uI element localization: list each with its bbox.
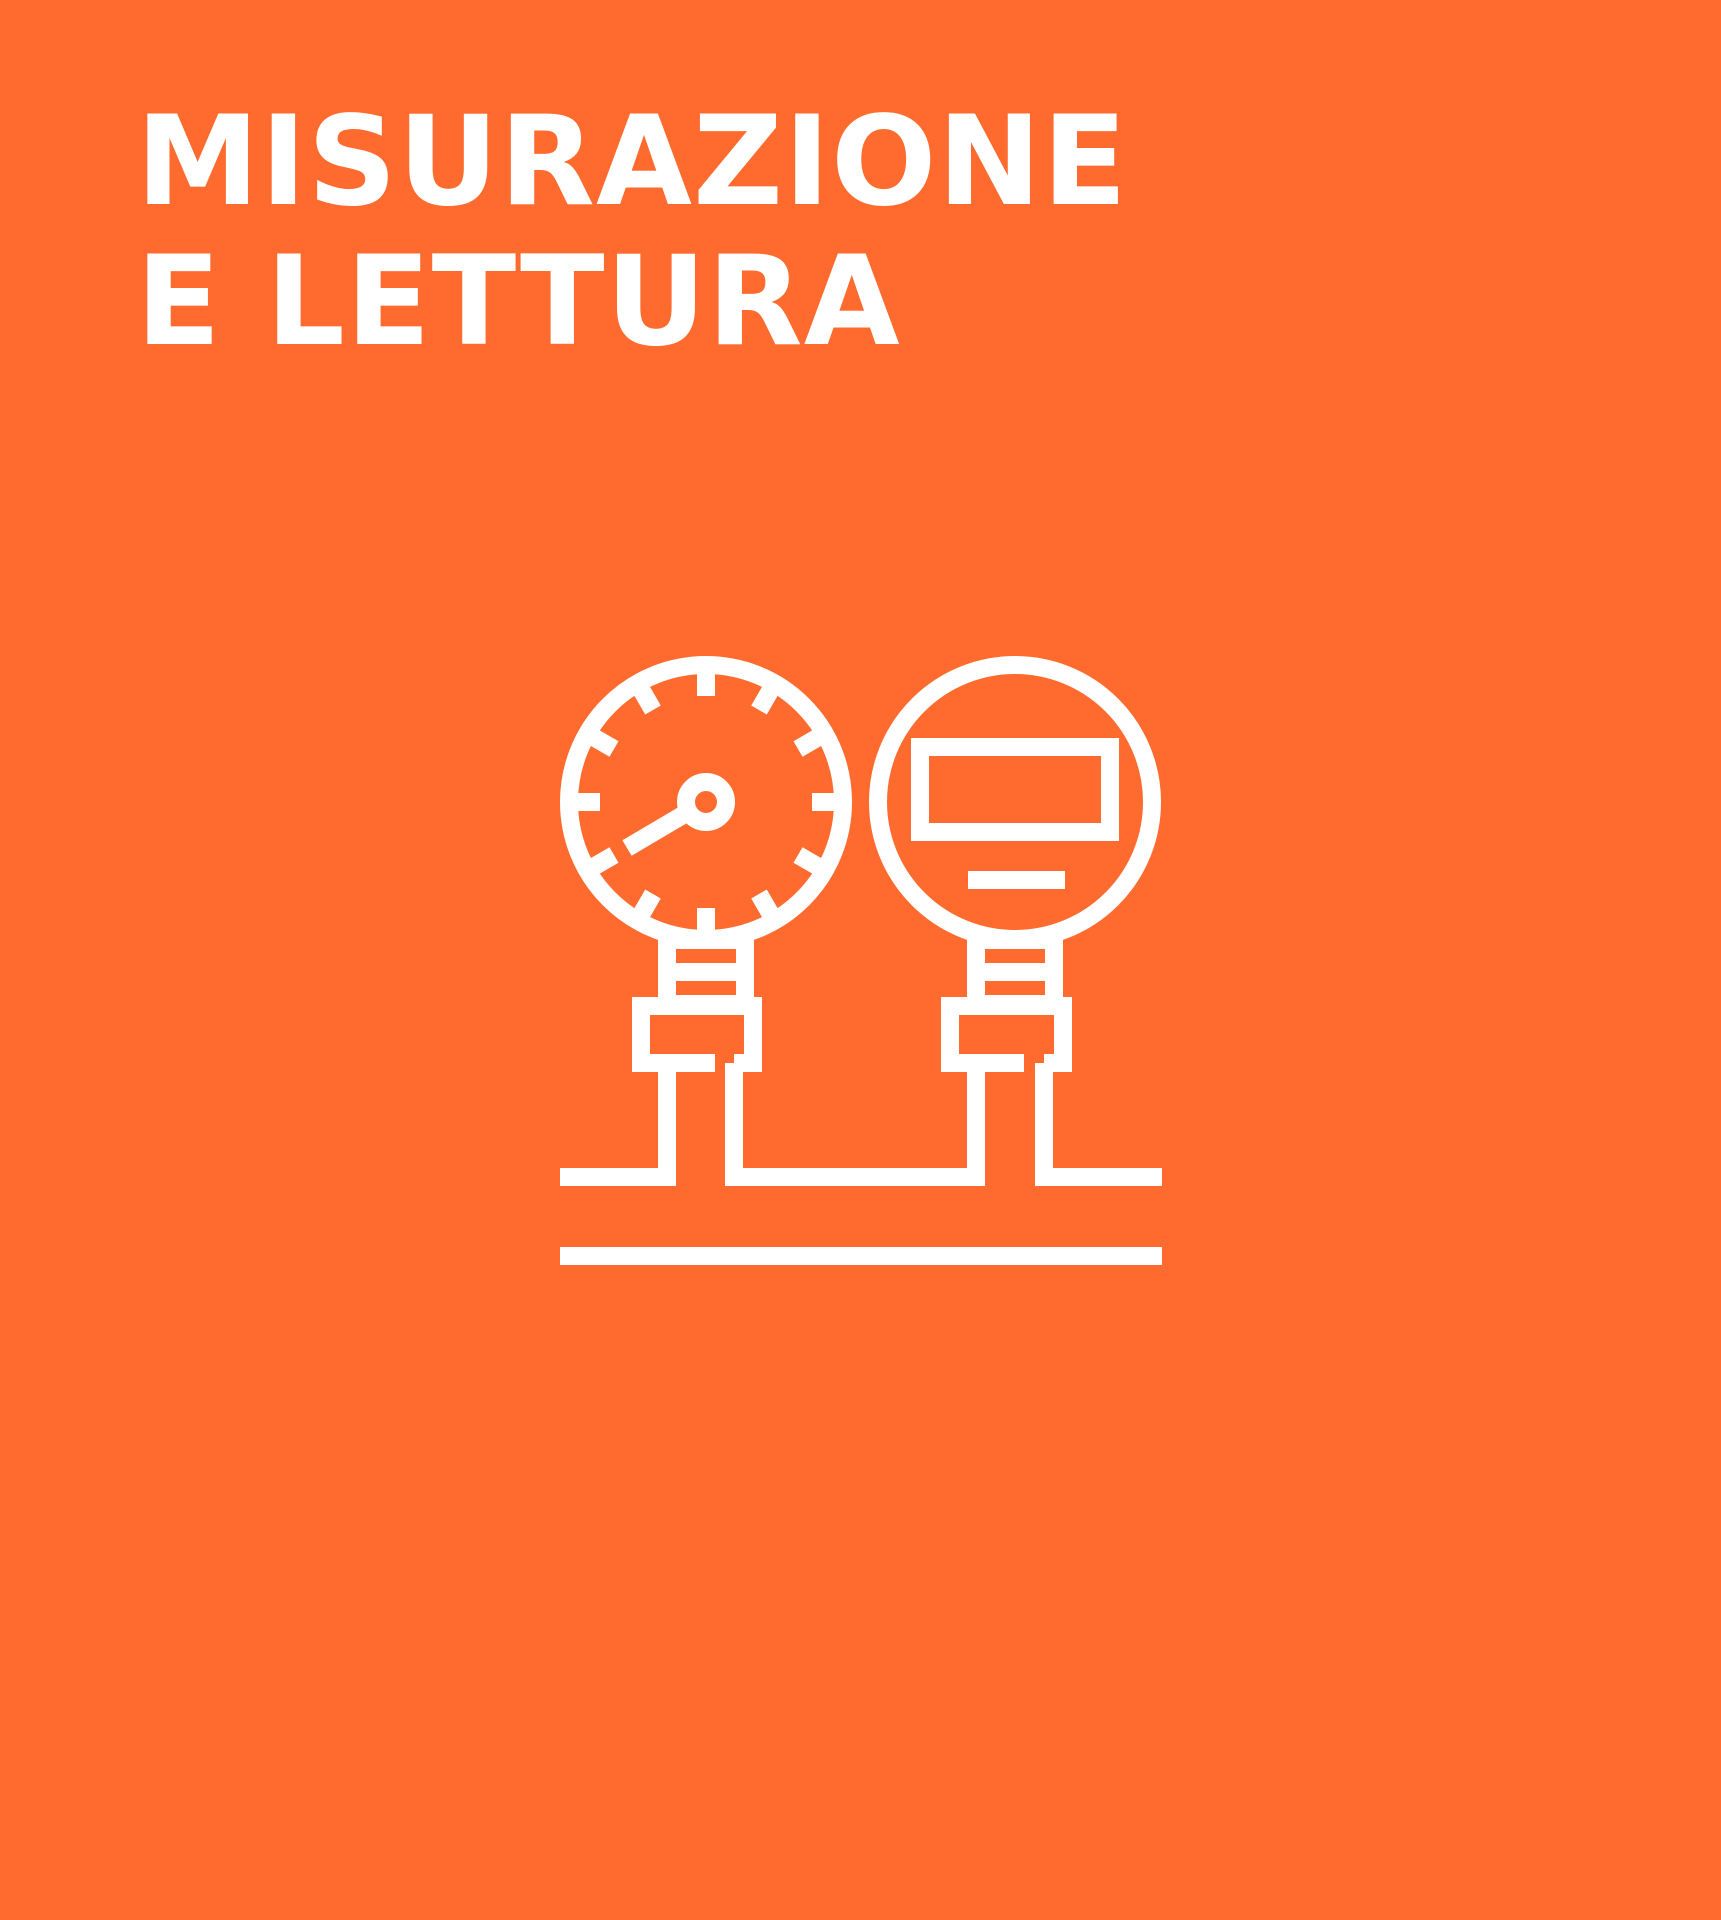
title-line-1: MISURAZIONE	[136, 90, 1128, 234]
left-connector-icon	[641, 940, 753, 1063]
right-connector-icon	[950, 940, 1063, 1063]
card-title	[136, 92, 1128, 372]
digital-gauge-icon	[878, 665, 1152, 939]
pipe-line-icon	[560, 1063, 1162, 1177]
analog-gauge-icon	[569, 665, 843, 939]
title-line-2: E LETTURA	[136, 230, 901, 374]
pressure-gauges-icon	[560, 650, 1162, 1270]
